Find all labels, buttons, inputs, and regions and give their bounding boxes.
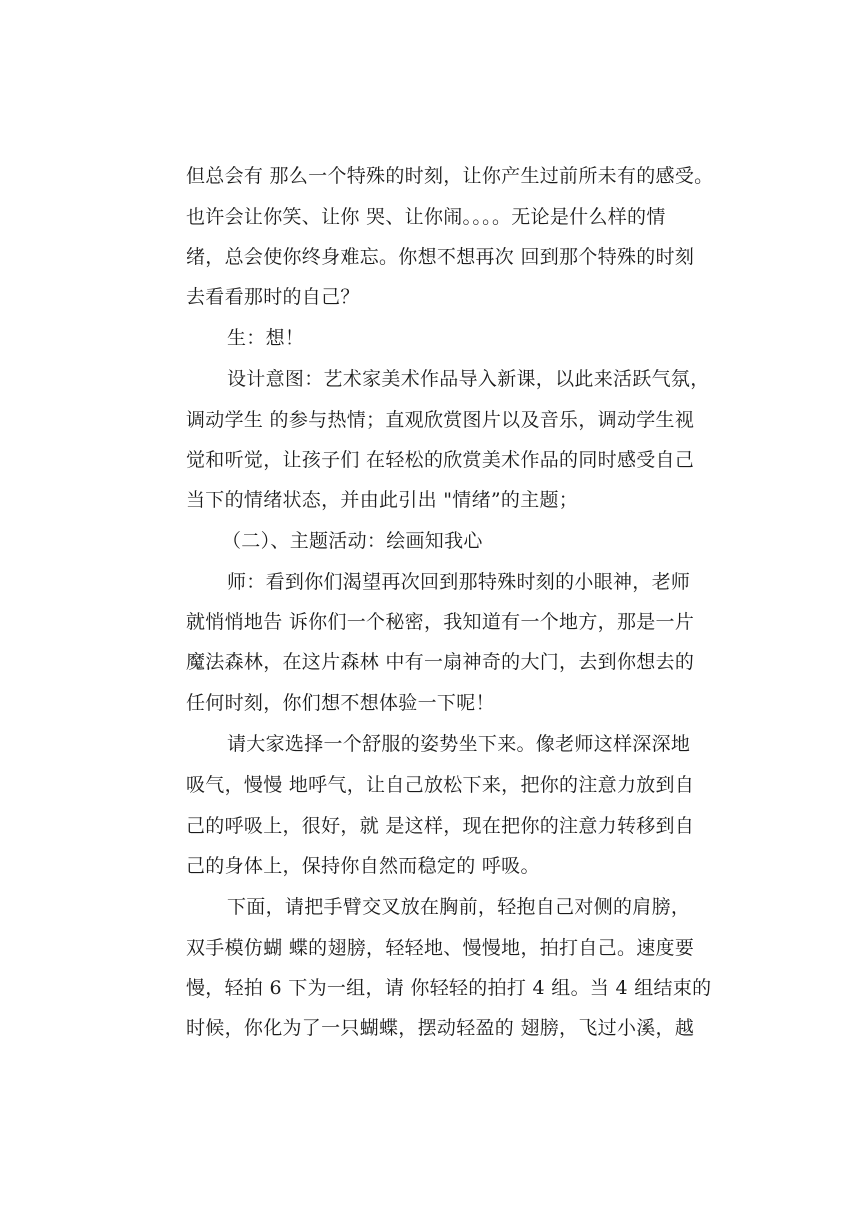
text-line: 请大家选择一个舒服的姿势坐下来。像老师这样深深地 xyxy=(227,733,691,755)
text-line: 但总会有 那么一个特殊的时刻，让你产生过前所未有的感受。 xyxy=(186,165,714,187)
text-line: 双手模仿蝴 蝶的翅膀，轻轻地、慢慢地，拍打自己。速度要 xyxy=(186,937,695,959)
text-line: 魔法森林，在这片森林 中有一扇神奇的大门，去到你想去的 xyxy=(186,651,695,673)
text-line: 就悄悄地告 诉你们一个秘密，我知道有一个地方，那是一片 xyxy=(186,611,695,633)
text-line: 下面，请把手臂交叉放在胸前，轻抱自己对侧的肩膀， xyxy=(227,896,691,918)
text-line: 生：想！ xyxy=(227,327,305,349)
text-line: 任何时刻，你们想不想体验一下呢！ xyxy=(186,692,495,714)
text-line: 己的身体上，保持你自然而稳定的 呼吸。 xyxy=(186,855,540,877)
text-line: 己的呼吸上，很好，就 是这样，现在把你的注意力转移到自 xyxy=(186,815,695,837)
text-line: 吸气，慢慢 地呼气，让自己放松下来，把你的注意力放到自 xyxy=(186,774,695,796)
text-line: 时候，你化为了一只蝴蝶，摆动轻盈的 翅膀，飞过小溪，越 xyxy=(186,1017,695,1039)
text-line: 绪，总会使你终身难忘。你想不想再次 回到那个特殊的时刻 xyxy=(186,246,695,268)
text-line: 慢，轻拍 6 下为一组，请 你轻轻的拍打 4 组。当 4 组结束的 xyxy=(186,977,712,999)
text-line: 师：看到你们渴望再次回到那特殊时刻的小眼神，老师 xyxy=(227,571,691,593)
text-line: 去看看那时的自己？ xyxy=(186,286,360,308)
text-line: 调动学生 的参与热情；直观欣赏图片以及音乐，调动学生视 xyxy=(186,409,695,431)
text-line: 设计意图：艺术家美术作品导入新课，以此来活跃气氛， xyxy=(227,368,710,390)
section-heading: （二）、主题活动：绘画知我心 xyxy=(222,530,483,552)
text-line: 也许会让你笑、让你 哭、让你闹。。。。无论是什么样的情 xyxy=(186,206,666,228)
text-line: 当下的情绪状态，并由此引出 "情绪”的主题； xyxy=(186,489,579,511)
text-line: 觉和听觉，让孩子们 在轻松的欣赏美术作品的同时感受自己 xyxy=(186,449,695,471)
